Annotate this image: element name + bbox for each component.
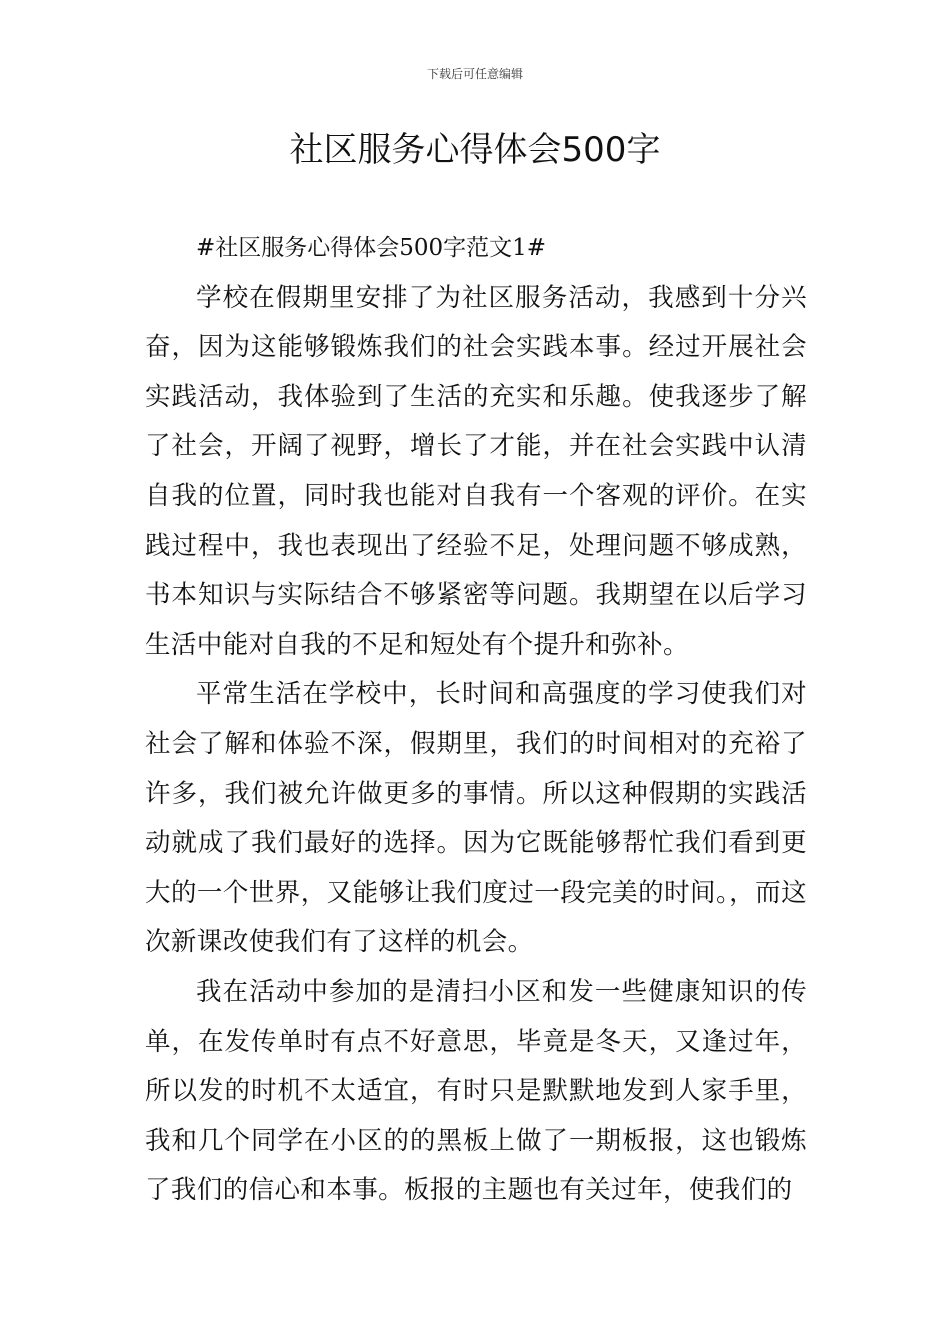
body-paragraph-3: 我在活动中参加的是清扫小区和发一些健康知识的传单，在发传单时有点不好意思，毕竟是冬天，又逢过年，所以发的时机不太适宜，有时只是默默地发到人家手里，我和几个同学在小区的的黑板上做了一期板报，这也锻炼了我们的信心和本事。板报的主题也有关过年，使我们的 <box>145 976 807 1206</box>
body-paragraph-2: 平常生活在学校中，长时间和高强度的学习使我们对社会了解和体验不深，假期里，我们的时间相对的充裕了许多，我们被允许做更多的事情。所以这种假期的实践活动就成了我们最好的选择。因为它既能够帮忙我们看到更大的一个世界，又能够让我们度过一段完美的时间。，而这次新课改使我们有了这样的机会。 <box>145 679 807 958</box>
document-body <box>145 224 807 1216</box>
header-note: 下载后可任意编辑 <box>426 67 523 81</box>
document-title: 社区服务心得体会500字 <box>289 130 661 170</box>
section-heading: #社区服务心得体会500字范文1# <box>196 235 547 261</box>
body-paragraph-1: 学校在假期里安排了为社区服务活动，我感到十分兴奋，因为这能够锻炼我们的社会实践本事。经过开展社会实践活动，我体验到了生活的充实和乐趣。使我逐步了解了社会，开阔了视野，增长了才能，并在社会实践中认清自我的位置，同时我也能对自我有一个客观的评价。在实践过程中，我也表现出了经验不足，处理问题不够成熟，书本知识与实际结合不够紧密等问题。我期望在以后学习生活中能对自我的不足和短处有个提升和弥补。 <box>145 282 807 660</box>
